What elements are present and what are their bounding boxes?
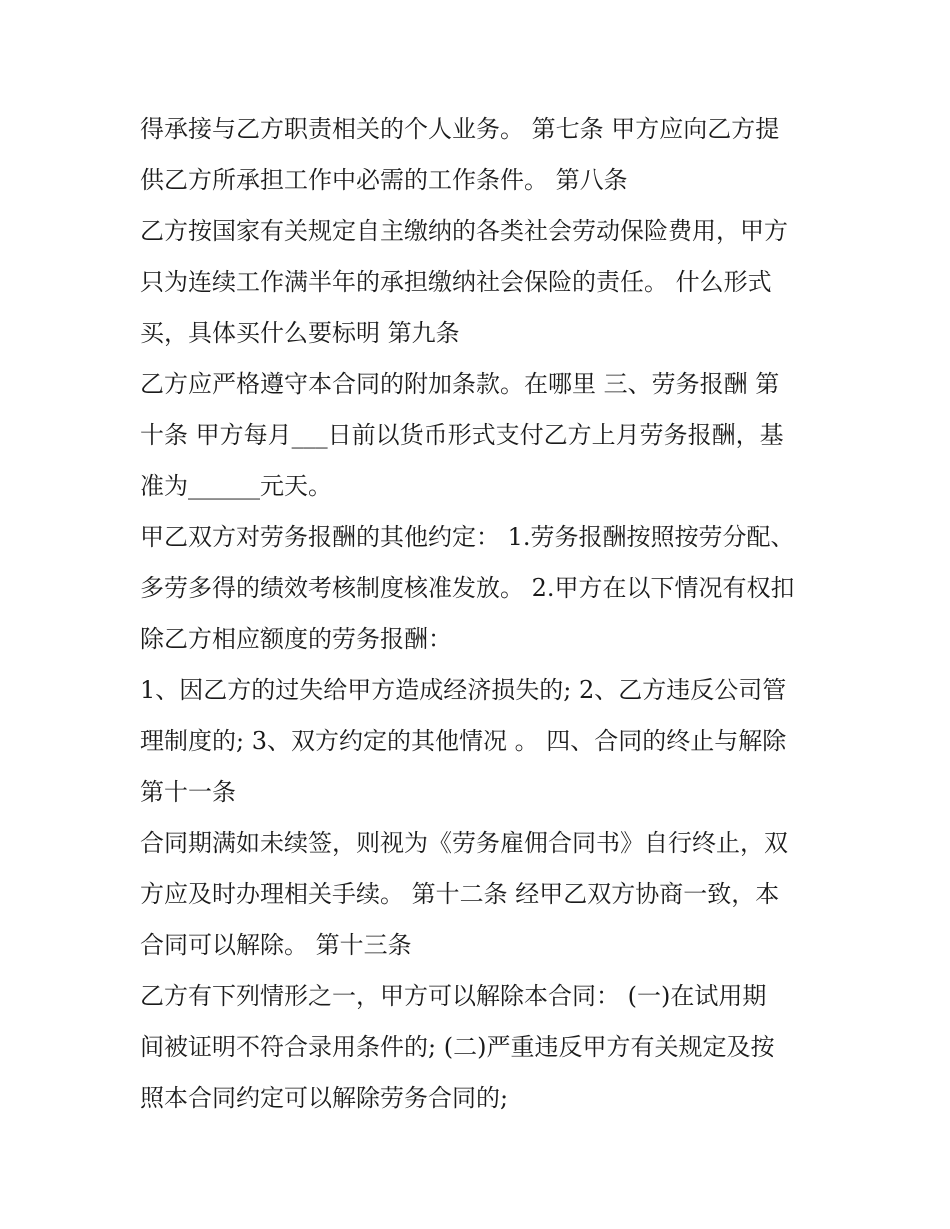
text-line: 只为连续工作满半年的承担缴纳社会保险的责任。 什么形式	[140, 268, 772, 296]
text-line: 第十一条	[140, 778, 236, 806]
text-line: 乙方按国家有关规定自主缴纳的各类社会劳动保险费用，甲方	[140, 217, 788, 245]
contract-body-text	[140, 104, 830, 1124]
text-line: 照本合同约定可以解除劳务合同的;	[140, 1084, 509, 1112]
text-line: 买，具体买什么要标明 第九条	[140, 319, 460, 347]
text-line: 多劳多得的绩效考核制度核准发放。 2.甲方在以下情况有权扣	[140, 574, 795, 602]
text-line: 十条 甲方每月___日前以货币形式支付乙方上月劳务报酬，基	[140, 421, 784, 449]
text-line: 间被证明不符合录用条件的; (二)严重违反甲方有关规定及按	[140, 1033, 775, 1061]
text-line: 甲乙双方对劳务报酬的其他约定： 1.劳务报酬按照按劳分配、	[140, 523, 795, 551]
text-line: 1、因乙方的过失给甲方造成经济损失的; 2、乙方违反公司管	[140, 676, 787, 704]
text-line: 合同可以解除。 第十三条	[140, 931, 412, 959]
text-line: 准为______元天。	[140, 472, 332, 500]
text-line: 供乙方所承担工作中必需的工作条件。 第八条	[140, 166, 628, 194]
text-line: 合同期满如未续签，则视为《劳务雇佣合同书》自行终止，双	[140, 829, 788, 857]
text-line: 得承接与乙方职责相关的个人业务。 第七条 甲方应向乙方提	[140, 115, 780, 143]
text-line: 理制度的; 3、双方约定的其他情况 。 四、合同的终止与解除	[140, 727, 787, 755]
text-line: 乙方应严格遵守本合同的附加条款。在哪里 三、劳务报酬 第	[140, 370, 780, 398]
text-line: 方应及时办理相关手续。 第十二条 经甲乙双方协商一致，本	[140, 880, 780, 908]
text-line: 除乙方相应额度的劳务报酬：	[140, 625, 452, 653]
text-line: 乙方有下列情形之一，甲方可以解除本合同： (一)在试用期	[140, 982, 767, 1010]
